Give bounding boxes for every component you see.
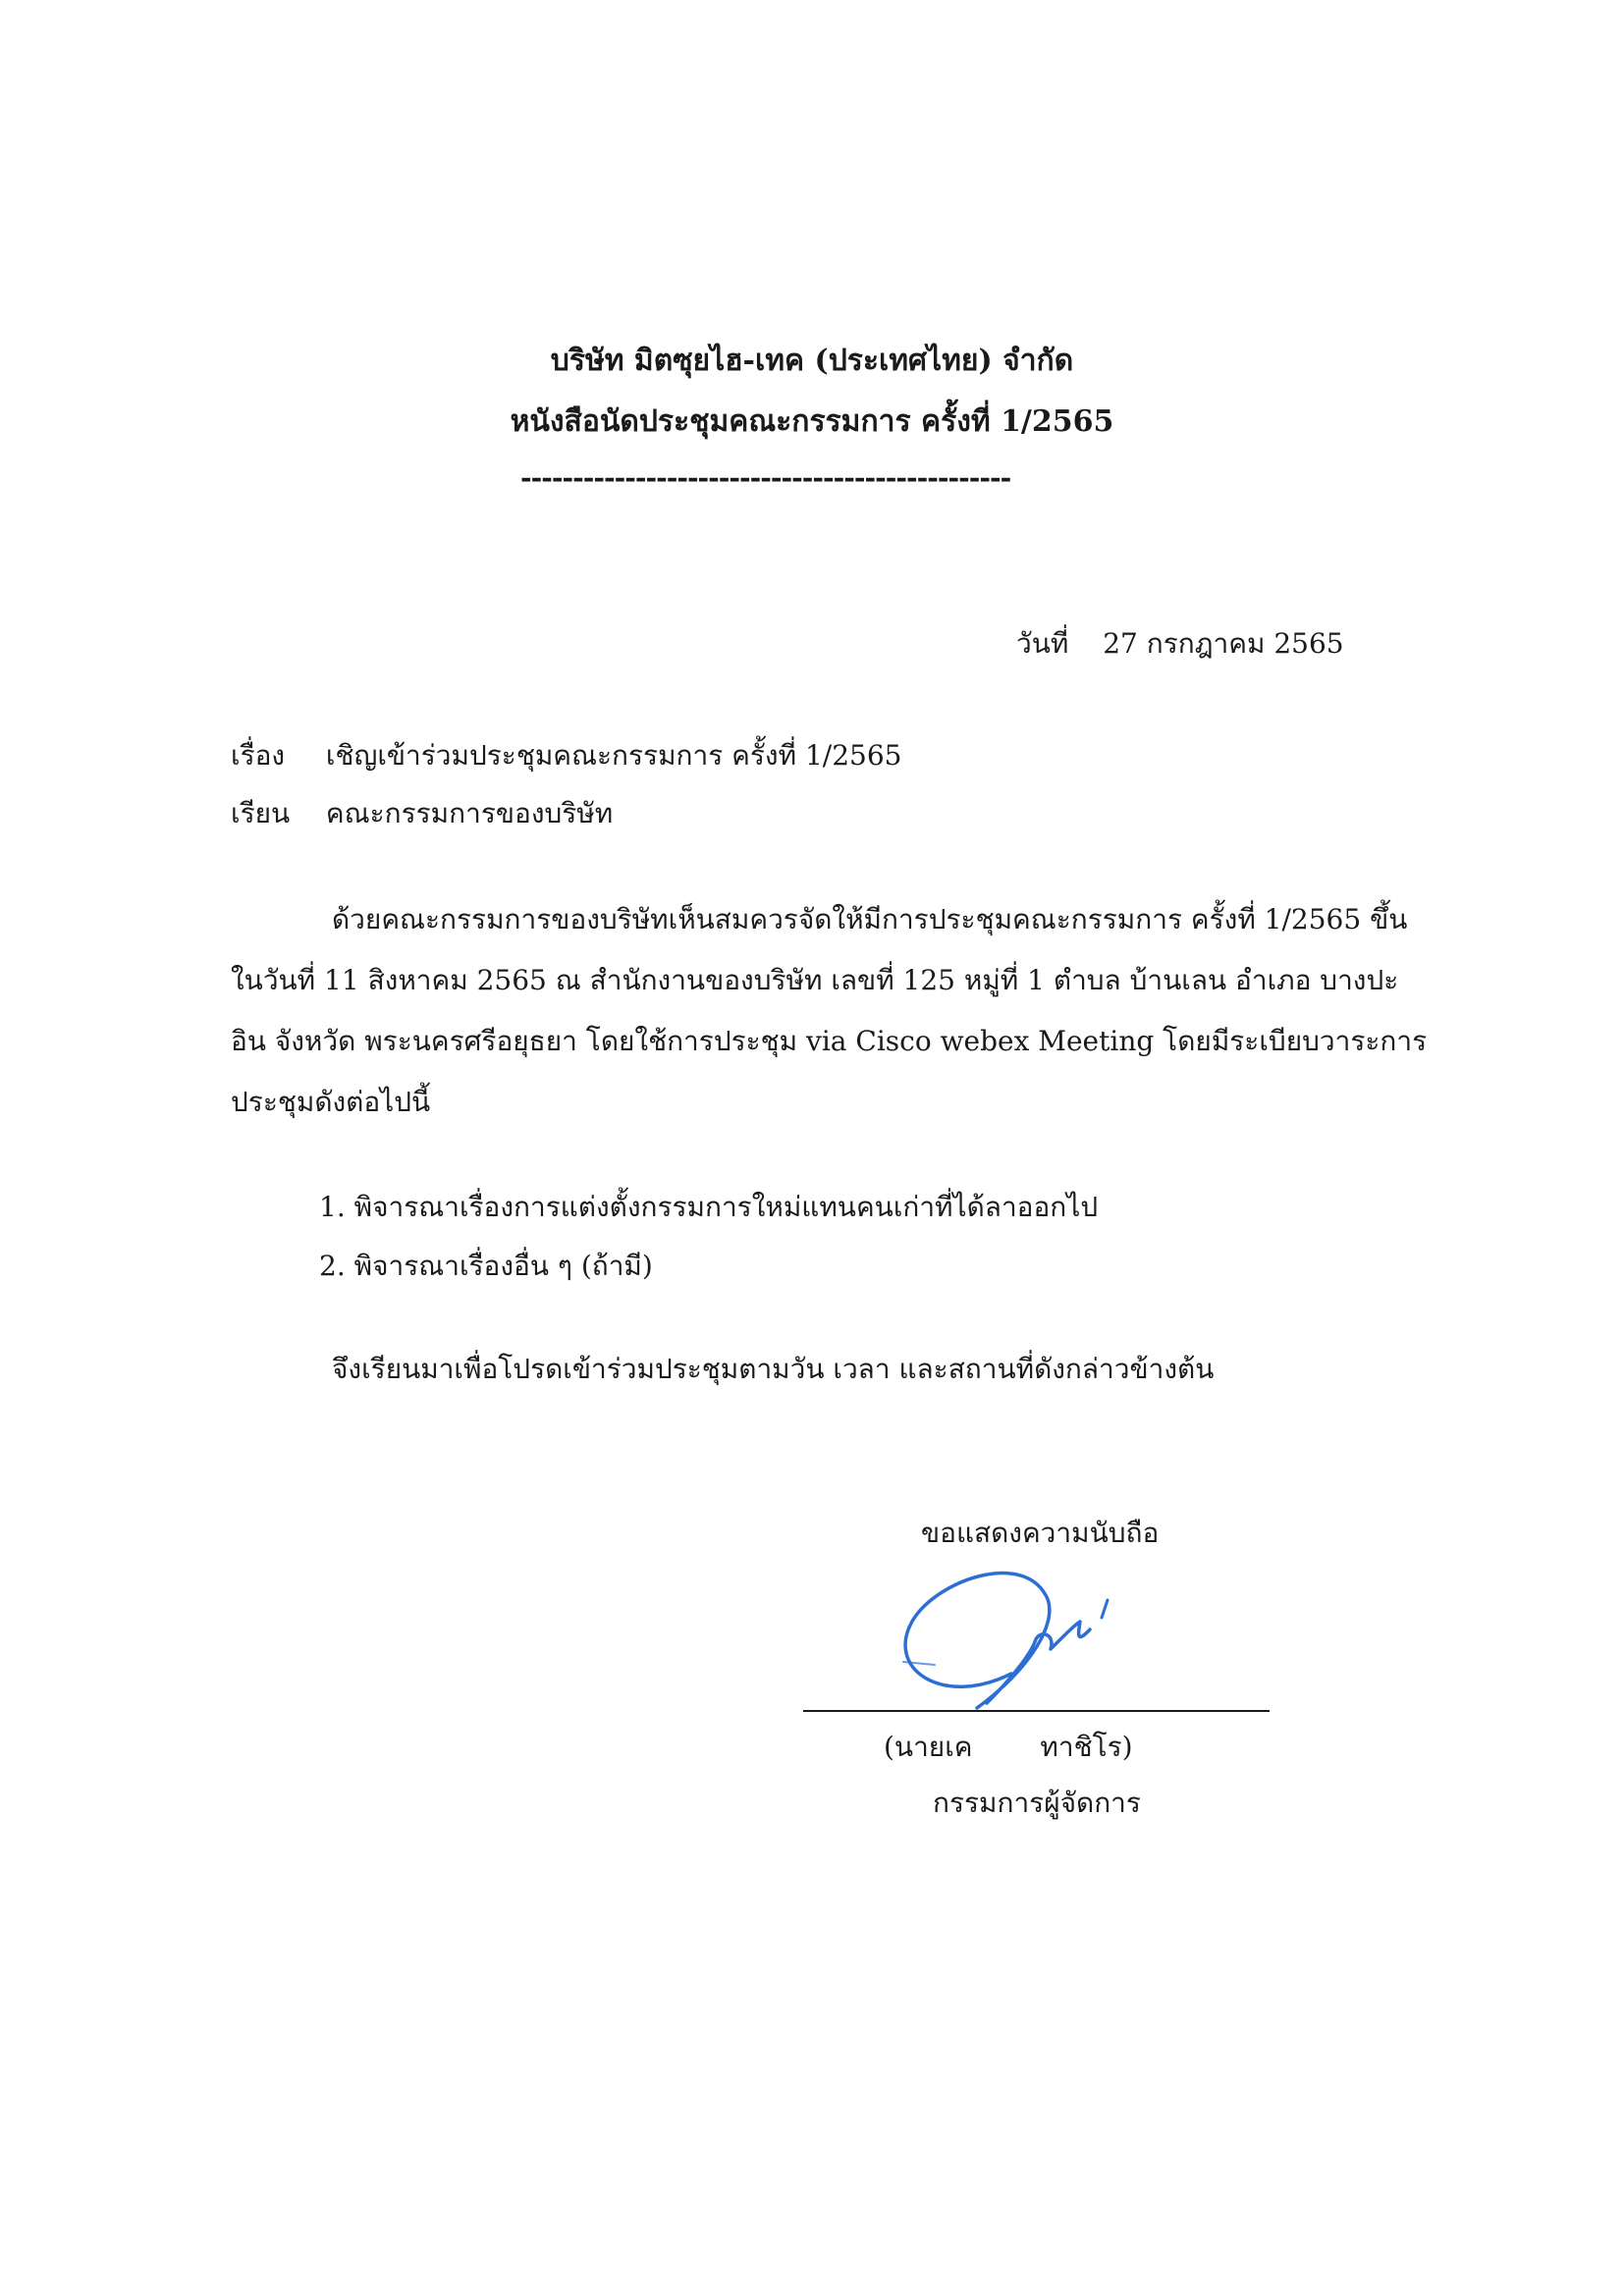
signer-name-last: ทาชิโร) xyxy=(1040,1731,1133,1763)
signature-image xyxy=(884,1561,1178,1728)
signature-stroke xyxy=(905,1574,1090,1708)
signature-line xyxy=(803,1710,1270,1712)
date-label: วันที่ xyxy=(1016,627,1069,660)
company-name: บริษัท มิตซุยไฮ-เทค (ประเทศไทย) จำกัด xyxy=(550,344,1074,378)
signer-name xyxy=(884,1726,1133,1769)
header-separator: ----------------------------------------------- xyxy=(520,461,1011,494)
body-line: อิน จังหวัด พระนครศรีอยุธยา โดยใช้การประชุม via Cisco webex Meeting โดยมีระเบียบวาระการ xyxy=(231,1025,1428,1057)
body-paragraph xyxy=(231,889,1428,1133)
subject-row xyxy=(231,734,901,777)
signature-dash xyxy=(903,1662,935,1665)
subject-label: เรื่อง xyxy=(231,739,286,772)
document-title: หนังสือนัดประชุมคณะกรรมการ ครั้งที่ 1/2565 xyxy=(510,404,1114,439)
signature-tick xyxy=(1102,1600,1108,1618)
agenda-item: 2. พิจารณาเรื่องอื่น ๆ (ถ้ามี) xyxy=(319,1250,653,1282)
body-line: ด้วยคณะกรรมการของบริษัทเห็นสมควรจัดให้มีการประชุมคณะกรรมการ ครั้งที่ 1/2565 ขึ้น xyxy=(332,903,1408,935)
recipient-label: เรียน xyxy=(231,797,291,829)
regards-text: ขอแสดงความนับถือ xyxy=(921,1517,1160,1549)
closing-sentence: จึงเรียนมาเพื่อโปรดเข้าร่วมประชุมตามวัน เวลา และสถานที่ดังกล่าวข้างต้น xyxy=(332,1353,1215,1385)
agenda-item: 1. พิจารณาเรื่องการแต่งตั้งกรรมการใหม่แทนคนเก่าที่ได้ลาออกไป xyxy=(319,1191,1099,1223)
agenda-list xyxy=(319,1178,1098,1296)
date-value: 27 กรกฎาคม 2565 xyxy=(1103,627,1344,660)
signer-name-first: (นายเค xyxy=(884,1731,973,1763)
body-line: ประชุมดังต่อไปนี้ xyxy=(231,1086,431,1118)
signer-position: กรรมการผู้จัดการ xyxy=(933,1787,1141,1819)
recipient-row xyxy=(231,792,613,835)
recipient-text: คณะกรรมการของบริษัท xyxy=(325,797,614,829)
subject-text: เชิญเข้าร่วมประชุมคณะกรรมการ ครั้งที่ 1/2565 xyxy=(325,739,902,772)
date-row xyxy=(1016,622,1344,666)
body-line: ในวันที่ 11 สิงหาคม 2565 ณ สำนักงานของบริษัท เลขที่ 125 หมู่ที่ 1 ตำบล บ้านเลน อำเภอ บางปะ xyxy=(231,964,1399,996)
